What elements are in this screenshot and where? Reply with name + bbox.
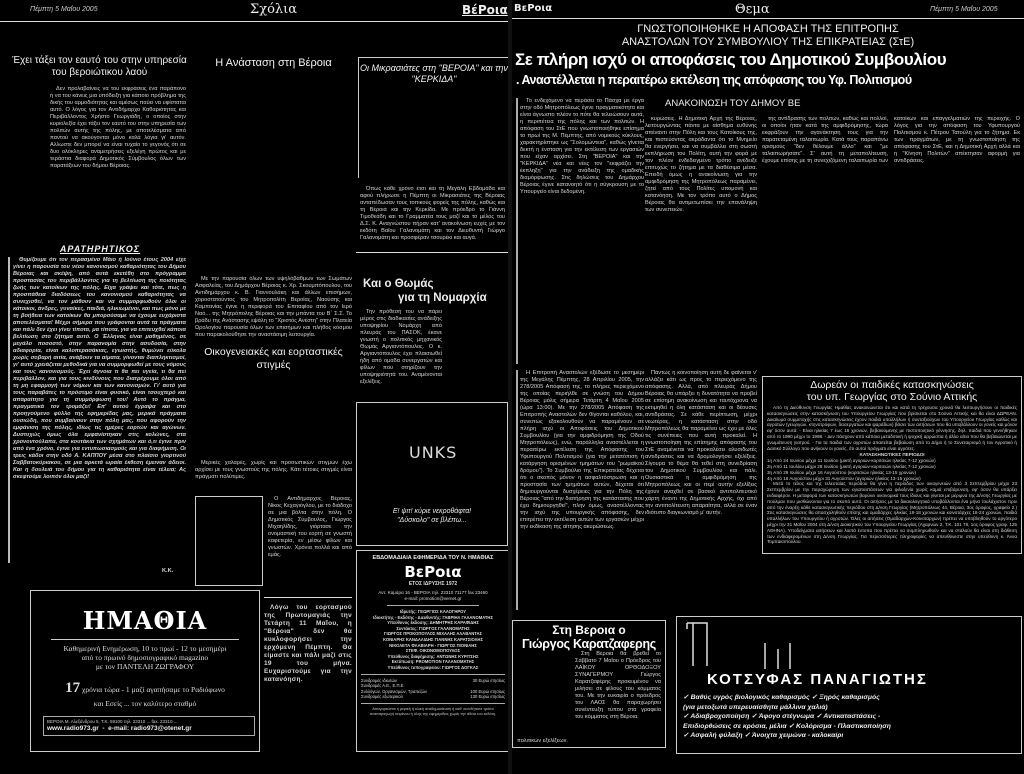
staff-line: Υπεύθυνος τυπογραφείου: ΓΙΩΡΓΟΣ ΔΟΓΚΑΣ bbox=[387, 664, 479, 670]
masthead-divider bbox=[387, 605, 479, 606]
publication-notice bbox=[264, 604, 352, 700]
masthead-subscriptions bbox=[357, 678, 509, 700]
service-line: ✓ Ασφαλή φύλαξη ✓ Άνοιχτα χειμώνα - καλοκαίρι bbox=[683, 732, 844, 739]
subscription-label: Συλλόγων, Οργανισμών, Τραπεζών bbox=[361, 688, 427, 694]
story-col1-text: Το ενδεχόμενο να περάσει το Πάσχα με έργα στην οδό Μητροπόλεως έγινε πραγματικότητα και είναι άγνωστο πλέον το πότε θα τελειώσουν αυτά, η περιπέτεια της πόλης και των πολιτών. Η απόφαση του ΣτΕ που γνωστοποιήθηκε επίσημα το πρωί της Μ. Πέμπτης, από νομικούς κύκλους, χαρακτηρίστηκε ως "Σολομώντεια", καθώς γίνεται δεκτή η ένσταση για την εκτέλεση των εργασιών που είχαν αρχίσει. Στη "ΒΕΡΟΙΑ" και την "ΚΕΡΚΙΔΑ" νέα και νέες τον "εκφράζει την έκπληξη" για την ανάδειξη της ομαδικής διαμόρφωσης. Στις δηλώσεις του Δημάρχου Βέροιας έγινε κατανοητό ότι η σύγκρουση με το Υπουργείο είναι δεδομένη. bbox=[520, 98, 644, 195]
article3-body bbox=[195, 276, 352, 340]
ad-website-link[interactable]: www.radio973.gr bbox=[47, 725, 99, 732]
notice-text: Λόγω του εορτασμού της Πρωτομαγιάς την Τετάρτη 11 Μαΐου, η "Βέροια" δεν θα κυκλοφορήσει την ερχόμενη Πέμπτη. Θα είμαστε και πάλι μαζί στις 19 του μήνα. Ευχαριστούμε για την κατανόηση. bbox=[264, 604, 352, 683]
article1-title: Έχει τάξει τον εαυτό του στην υπηρεσία του βεροιώτικου λαού bbox=[12, 55, 187, 78]
ad-years: 17 bbox=[65, 680, 81, 696]
kotsyfas-name: ΚΟΤΣΥΦΑΣ ΠΑΝΑΓΙΩΤΗΣ bbox=[707, 671, 928, 688]
article4-title: Οικογενειακές και εορταστικές στιγμές bbox=[204, 346, 343, 371]
newspaper-masthead bbox=[356, 550, 510, 752]
article6-text: Την πρόθεσή του να πάρει μέρος στις διαδικασίες ανάδειξης υποψηφίου Νομάρχη από πλευράς του ΠΑΣΟΚ, έκανε γνωστή ο πολιτικός μηχανικός Θωμάς Αργιαντόπουλος. Ο κ. Αργιαντόπουλος έχει πλαισιωθεί ήδη από ομάδα συνεργατών και φίλων που στηρίζουν την υποψηφιότητά του. Αναμένονται εξελίξεις. bbox=[360, 309, 442, 385]
notice-rule bbox=[264, 597, 352, 598]
article4-intro bbox=[195, 460, 352, 490]
subscription-label: Συνδρομές ιδιωτών bbox=[361, 677, 397, 683]
article3-text: Με την παρουσία όλων των υψηλόβαθμων των Σωμάτων Ασφαλείας, του Δημάρχου Βέροιας κ. Χρ. Σκουμπόπουλου, του Αντιδημάρχου κ. Β. Γιαννουλάκη και άλλων επισήμων, χοροστατούντος του Μητροπολίτη Βεροίας, Ναούσης και Καμπανίας έγινε η περιφορά του Επιταφίου από τον Ιερό Ναό... της Μητρόπολης Βέροιας και την μπάντα του Β΄ Σ.Σ. Το βράδυ της Ανάστασης εψάλη το "Χριστός Ανέστη" στην Πλατεία Ωρολογίου παρουσία όλων των επισήμων και πλήθος κόσμου που παρακολούθησε την αναστάσιμη λειτουργία. bbox=[195, 276, 352, 338]
karatzaferis-footer: πολιτικών εξελίξεων. bbox=[517, 738, 568, 744]
header-rule bbox=[0, 21, 508, 22]
article4-body bbox=[268, 496, 352, 588]
ad-line5: και Εσείς ... τον καλύτερο σταθμό bbox=[93, 699, 197, 708]
staff-line: Ιδιοκτήτης - Εκδότης - Διευθυντής: ΓΑΒΡΙΗΛ ΓΑΛΑΝΟΜΑΤΗΣ bbox=[373, 614, 493, 620]
service-line: ✓ Αδιαβροχοποίηση ✓ Άφογο στέγνωμα ✓ Αντικαταστάσεις - bbox=[683, 713, 881, 720]
story-column-2b bbox=[645, 370, 757, 610]
karatzaferis-box bbox=[512, 620, 666, 748]
subscription-price: 130 Ευρώ ετησίως bbox=[470, 694, 505, 700]
story-col3-text: της αντίδρασης των πολιτών, καθώς και πολλοί, οι οποίοι ήταν κατά της αμφιδρόμησης, τώρα εκφράζουν την αγανάκτηση τους για την παρατεταμένη ταλαιπωρία. Κατά τους παραπάνω ορισμούς "δεν θέλουμε άλλο" και "με ταλαιπωρήσατε". Σ' αυτή τη μεταπολίτευση, έχουμε επίσης με τη συνεχιζόμενη ταλαιπωρία των κατοίκων και επαγγελματιών της περιοχής. Ο λόγος για την απόφαση του Υφυπουργού Πολιτισμού κ. Πέτρου Τατούλη για το ζήτημα. Εκ των πραγμάτων, με τη γνωστοποίηση της απόφασης του ΣτΕ, και η Δημοτική Αρχή αλλά και η "Κίνηση Πολιτών" απέκτησαν αφορμή για αντιδράσεις. bbox=[762, 116, 1020, 164]
ad-line1: Καθημερινή Ενημέρωση, 10 το πρωί - 12 το μεσημέρι bbox=[63, 644, 227, 653]
article5-rule bbox=[356, 252, 508, 253]
service-line: Επιδιορθώσεις σε κρόσια, μέλια ✓ Κολόρισμα - Πλαστικοποίηση bbox=[683, 722, 891, 730]
article3-title: Η Ανάσταση στη Βέροια bbox=[215, 57, 332, 69]
story-col2b-text: Πάντως η κοινοποίηση αυτή δε φαίνεται ν' αλλάζει κάτι ως προς το περιεχόμενο της απόφασης. Αλλά, από πλευράς Δήμου Βέροιας θα υπάρξει η δυνατότητα να προβεί σε επίσημη ανακοίνωση και ταυτόχρονα να εκτιμηθεί η όλη κατάσταση και οι δέουσες αντιδράσεις. Σε κάθε περίπτωση, μέχρι νεωτέρας, η κατάσταση στην οδό Μητροπόλεως θα παραμείνει ως έχει με όλες τις συνέπειες που αυτή προκαλεί. Η γνωστοποίηση της επίσημης απόφασης του ΣτΕ αναμένεται να προκαλέσει αλυσιδωτές αντιδράσεις και να δρομολογήσει εξελίξεις. Σίγουρα το θέμα θα τεθεί στη συνεδρίαση του Δημοτικού Συμβουλίου και πάλι. Ουσιαστικά η αμφιδρόμηση της Μητροπόλεως και οι περί αυτήν εξελίξεις έχουν αναχθεί σε βασικό αντιπολιτευτικό χάρτη έναντι της Δημοτικής Αρχής, όχι από την αντιπολίτευση απαραίτητα, αλλά σε έναν ιδιότυπο διαγκωνισμό μ' αυτήν. bbox=[645, 370, 757, 516]
left-page-date: Πέμπτη 5 Μαΐου 2005 bbox=[30, 6, 98, 13]
staff-line: Ιδρυτής: ΓΕΩΡΓΙΟΣ ΚΑΛΟΓΗΡΟΥ bbox=[399, 609, 467, 614]
article6-body bbox=[360, 309, 442, 395]
service-line: (για μετοξωτά υπερευαίσθητα μάλλινα χαλιά) bbox=[683, 703, 828, 711]
article6-title-line2: για τη Νομαρχία bbox=[398, 292, 487, 304]
imathia-ad-title: ΗΜΑΘΙΑ bbox=[82, 606, 208, 635]
staff-line: Υπεύθυνος διαφήμισης: ΑΝΤΩΝΗΣ ΚΥΡΙΤΣΗΣ bbox=[387, 653, 479, 659]
article2-signature: Κ.Κ. bbox=[162, 568, 174, 574]
kotsyfas-services bbox=[683, 693, 891, 741]
masthead-divider-3 bbox=[361, 703, 505, 704]
photo-frame bbox=[195, 496, 263, 586]
karatzaferis-title-2: Γιώργος Καρατζαφερης bbox=[522, 637, 656, 651]
masthead-divider-2 bbox=[361, 674, 505, 675]
story-column-2 bbox=[645, 116, 757, 364]
camps-title-2: του υπ. Γεωργίας στο Σούνιο Αττικής bbox=[806, 391, 978, 403]
right-section-title: Θεμα bbox=[735, 2, 770, 17]
ad-line2: από το πρωινό δημοσιογραφικό magazino bbox=[81, 653, 209, 662]
article1-text: Δεν προλαβαίνεις να του εκφράσεις ένα παράπονο ή να του κάνεις μια υπόδειξη για κάποιο πρόβλημα της δικής του αρμοδιότητας και αμέσως παύει να υφίσταται αυτό. Ο λόγος για τον Αντιδήμαρχο Καθαριότητας και Περιβάλλοντος Χρήστο Γεωργιάδη, ο οποίος στην κυριολεξία έχει τάξει τον εαυτό του στην υπηρεσία των πολιτών αυτής της πόλης, με αποτελέσματα από παντού να ακούγονται μόνο καλά λόγια γι' αυτόν. Αλλωστε δεν μπορεί να είναι τυχαίο το γεγονός ότι σε δυο ολόκληρες αναμετρήσεις εξελέγη πρώτος και με τεράστια διαφορά Δημοτικός Σύμβουλος όλων των παρατάξεων του δήμου Βέροιας. bbox=[50, 86, 186, 169]
cartoon-sign: UNKS bbox=[409, 443, 458, 462]
article4-text2: Ο Αντιδήμαρχος Βέροιας, Νίκος Κεχαγιόγλου, με το διάδοχο σε μια βόλτα στην πόλη. Ο Δημοτικός Σύμβουλος, Γιώργος Μιχαηλίδης, γιόρτασε την ονομαστική του εορτή σε γνωστή καφετερία, εν μέσω φίλων και γνωστών. Χρόνια πολλά και από εμάς. bbox=[268, 496, 352, 558]
article2-text: Θυμίζουμε ότι τον περασμένο Μάιο ή Ιούνιο έτους 2004 είχε γίνει η παρουσία του νέου κανονισμού καθαριότητας του Δήμου Βέροιας και σκέψη, από αυτά εκετέθη στο πρόγραμμα προστασίας του περιβάλλοντος για τη βελτίωση της ποιότητας ζωής των κατοίκων της πόλης. Είχα γράψει και τότε, πως η προσπάθεια διαδόσεως του κανονισμού καθαριότητας να συνεχισθεί, να τον μάθουν και να συμμορφωθούν όλοι οι κάτοικοι, άνδρες, γυναίκες, παιδιά, ηλικιωμένοι, και πως μόνο με τη βοήθεια των κατοίκων θα μπορούσαμε να έχουμε ευχάριστα αποτελέσματα! Μέχρι σήμερα που γράφονται αυτά τα πράγματα και πάλι δεν έχει γίνει τίποτα, μα τίποτα, για να επιτευχθεί κάποια βελτίωση στο ζήτημα αυτό. Ο Έλληνας είναι μαθημένος, σε μεγάλο ποσοστό, στην παρανομία στην ασυδοσία, στην αδιαφορία, είναι καλοπερασάκιας, εγωιστής, θυμώνει εύκολα χωρίς σοβαρή αιτία, ανάβουν τα αίματα, γίνονται διαπληκτισμοί, γι' αυτό χρειάζεται μεθοδικά για να συμμορφωθεί με τους νόμους και τους κανονισμούς. Έχει άγνοια τι θα πει υγεία, τι θα πει περιβάλλον, και για τους κινδύνους που διατρέχουμε όλοι από τη μη εφαρμογή των νόμων και των κανονισμών. Γι' αυτό για τους παραβάτες το πρόστιμο είναι φυσικό, είναι τσουχτερό και απαραίτητο για τη συμμόρφωσή του! Αυτό το πράγμα, πραγματικά τον τρομάζει! Επ' αυτού έγραψα και στο προηγούμενο φύλλο της εφημερίδας μας, μερικά πράγματα ουσιώδη, που συμβαίνουν στην πόλη μας, που αφορούν την εμφάνιση της πόλης, ιδίως τις ημέρες εορτών και αγώνων. Δυστυχώς όμως όλα εμφανίστηκαν στις κολώνες, στα χρονοντούλαπα, στα κουτάκια των σχημάτων και ό,τι έγινε πριν από ένα χρόνο, έγινε για εντυπωσιασμούς και για διαφήμιση. Οι τρεις κάδοι στην οδό Α. ΚΑΠΠΟΥ μέσα στο πλαίσιο γιορτινού Σαββατοκύριακου, σε μια αρκετά ωραία έκθεση έμειναν άδειοι. Και η δουλειά του δήμου για τη καθαριότητα είναι τέλεια; Ας σκεφτούμε λοιπόν όλοι μαζί! bbox=[13, 257, 186, 480]
subscription-price: 100 Ευρώ ετησίως bbox=[470, 688, 505, 694]
subscription-label: Συνδρομές εξωτερικού bbox=[361, 694, 403, 700]
staff-line: ΣΤΕΦ. ΟΙΚΟΝΟΜΟΠΟΥΛΟΣ bbox=[405, 648, 461, 654]
headline-kicker-2: ΑΝΑΣΤΟΛΩΝ ΤΟΥ ΣΥΜΒΟΥΛΙΟΥ ΤΗΣ ΕΠΙΚΡΑΤΕΙΑΣ (ΣτΕ) bbox=[621, 36, 915, 48]
staff-line: ΚΟΝΙΑΡΗΣ ΚΑΝΔΑΛΙΔΗΣ ΓΙΑΝΝΗΣ ΚΑΡΑΤΣΙΟΛΗΣ bbox=[383, 636, 483, 642]
article4-text1: Μερικές χαλαρές, χωρίς και προσωπικών στιγμών έχω αρχίσει με τους γνωστούς της πόλης. Κάτι τέτοιες στιγμές είναι πράγματι πολύτιμες. bbox=[195, 460, 352, 480]
announcement-title: ΑΝΑΚΟΙΝΩΣΗ ΤΟΥ ΔΗΜΟΥ ΒΕ bbox=[665, 98, 801, 109]
story-column-1b bbox=[516, 370, 644, 610]
article2-body bbox=[8, 257, 186, 563]
right-brand-logo: ΒεΡοια bbox=[514, 3, 553, 14]
article6-title-line1: Και ο Θωμάς bbox=[363, 278, 434, 290]
subscription-price: 30 Ευρώ ετησίως bbox=[472, 677, 505, 683]
masthead-footer: Απαγορεύεται η μερική ή ολική αναδημοσίευση ή καθ' οιονδήποτε τρόπο αναπαραγωγή κειμένου ή ύλης της εφημερίδας χωρίς την άδεια του εκδότη. bbox=[369, 706, 497, 716]
story-column-3 bbox=[762, 116, 1020, 368]
masthead-staff bbox=[357, 609, 509, 671]
ad-divider bbox=[51, 639, 239, 640]
article5-title: Οι Μικρασιάτες στη "ΒΕΡΟΙΑ" και την "ΚΕΡΚΙΔΑ" bbox=[360, 63, 508, 84]
article1-body bbox=[10, 86, 186, 236]
summer-camps-box bbox=[762, 376, 1022, 554]
story-column-1 bbox=[516, 98, 644, 364]
masthead-email[interactable]: e-mail: promotion@vernet.gr bbox=[404, 596, 462, 601]
karatzaferis-text: Στη Βέροια θα βρεθεί το Σάββατο 7 Μαΐου ο Πρόεδρος του ΛΑΪΚΟΥ ΟΡΘΟΔΟΞΟΥ ΣΥΝΑΓΕΡΜΟΥ Γιώργος Καρατζαφέρης προκειμένου να μιλήσει σε φίλους του κόμματος του. Με την ευκαιρία ο πρόεδρος του ΛΑΟΣ θα παραχωρήσει συνέντευξη τύπου στα γραφεία του κόμματος στη Βέροια. bbox=[575, 651, 661, 720]
left-brand-logo: ΒέΡοια bbox=[462, 3, 508, 17]
article5-frame bbox=[358, 57, 510, 178]
imathia-radio-ad: ΗΜΑΘΙΑ Καθημερινή Ενημέρωση, 10 το πρωί - 12 το μεσημέρι από το πρωινό δημοσιογραφικό magazino με τον ΠΑΝΤΕΛΗ ΖΩΓΡΑΦΟΥ 17 χρόνια τώρα - 1 μαζί αγαπήσαμε το Ραδιόφωνο και Εσείς ... τον καλύτερο σταθμό ΒΕΡΟΙΑ Μ. Αλεξάνδρου 5, Τ.Κ. 59100 τηλ. 23310 ... fax. 23310 ... www.radio973.gr - e-mail: radio973@otenet.gr bbox=[30, 590, 260, 752]
camp-period: 2η Από 11 Ιουλίου μέχρι 28 Ιουλίου (μικτή αγοριών-κοριτσιών ηλικίας 7-12 χρονών) bbox=[767, 463, 936, 469]
article5-text: Όπως κάθε χρόνο έτσι και τη Μεγάλη Εβδομάδα και αφού πλήρωσε η Πέμπτη οι Μικρασιάτες της Βέροιας ανταπέδωσαν τους τοπικούς φορείς της πόλης, καθώς και τη Βέροια και την Κερκίδα. Με πρόεδρο το Γιάννη Τιμοθεάδη και το Γραμματέα τους μαζί και το μέλος του Δ.Σ. Κ. Αναγνώστου πήραν κατ' ανακοίνωση ευχές με τον εκδότη Βαΐου Γαλανομάτη και τον Διευθυντή Γιώργο Γαλανομάτη και προσφέραν τσουρέκι και αυγά. bbox=[360, 186, 505, 241]
headline-kicker-1: ΓΝΩΣΤΟΠΟΙΗΘΗΚΕ Η ΑΠΟΦΑΣΗ ΤΗΣ ΕΠΙΤΡΟΠΗΣ bbox=[637, 23, 899, 35]
sub-headline: . Αναστέλλεται η περαιτέρω εκτέλεση της απόφασης του Υφ. Πολιτισμού bbox=[516, 73, 912, 87]
story-col2-text: κυρώσεις. Η Δημοτική Αρχή της Βέροιας, λειτουργώντας πάντα με αίσθημα ευθύνης απέναντι στην Πόλη και τους Κατοίκους της, και πιστεύοντας ακράδαντα ότι το Μνημείο θα ενεργήσει, και να συμβάλλει στη σωστή εκπλήρωση του Πολίτη, αυτή την φορά με τον πλέον ενδεδειγμένο τρόπο ανέδειξε επιτυχώς το ζήτημα με τα διαθέσιμα μέσα. Επειδή όμως η ανακοίνωση για την αμφιδρόμηση της Μητροπόλεως παραμένει, ζητεί από τους Πολίτες υπομονή και κατανόηση. Με τον τρόπο αυτό ο Δήμος Βέροιας θα αντιμετωπίσει την επανάληψη των συνεπειών. bbox=[645, 116, 757, 213]
camps-periods-title: ΚΑΤΑΣΚΗΝΩΤΙΚΕΣ ΠΕΡΙΟΔΟΙ bbox=[859, 452, 925, 458]
subscription-row bbox=[361, 694, 505, 700]
masthead-logo: ΒεΡοια bbox=[404, 563, 462, 581]
camps-body-2: Μετά το τέλος και της τελευταίας περιόδου θα γίνει η περίοδος των οικογενειών από 3 Σεπτεμβρίου μέχρι 23 Σεπτεμβρίου με την παραχώρηση των εγκαταστάσεων για φιλοξενία χωρίς καμιά επιβάρυνση, εφ' όσον θα υπάρξει ενδιαφέρον. Η μεταφορά των κατασκηνωτών βαρύνει οικονομικά τους ίδιους και γίνεται με μέριμνα της Δ/νσης Γεωργίας με πούλμαν που μισθώνονται για το σκοπό αυτό. Οι αιτήσεις με τα δικαιολογητικά υποβάλλονται ένα μήνα τουλάχιστον πριν από την έναρξη κάθε κατασκηνωτικής περιόδου στη Δ/νση Γεωργίας (Μητροπόλεως 44, Βέροια, 3ος όροφος, γραφείο 2.) Στις κατασκηνώσεις θα απασχοληθούν επίσης και ομαδάρχες ηλικίας 18-18 χρονών και κοινοτάρχες 18-24 χρονών, παιδιά υπαλλήλων του Υπουργείου ή αγροτών. Όλες οι αιτήσεις (Ομαδαρχών-Κοινοταρχών) πρέπει να υποβληθούν το αργότερο μέχρι την 31 Μαΐου 2004 στη Δ/νση Διοικητικού του Υπουργείου Γεωργίας (Αχαρνών 2, Τ.Κ. 101 76, 1ος όροφος γραφ. 125 ΑΘΗΝΑ). Υποδείγματα αιτήσεων και λοιπά έντυπα που πρέπει να συμπληρωθούν και να σταλούν θα είναι στη διάθεση των ενδιαφερομένων στη Δ/νση Γεωργίας. Για περισσότερες πληροφορίες να απευθύνεστε στην υπεύθυνη κ. Άννα Τομπακοπούλου. bbox=[767, 481, 1017, 545]
article5-body bbox=[360, 186, 505, 248]
camps-title-1: Δωρεάν οι παιδικές κατασκηνώσεις bbox=[810, 379, 974, 391]
ad-line4: χρόνια τώρα - 1 μαζί αγαπήσαμε το Ραδιόφωνο bbox=[82, 685, 225, 694]
masthead-tagline: ΕΒΔΟΜΑΔΙΑΙΑ ΕΦΗΜΕΡΙΔΑ ΤΟΥ Ν. ΗΜΑΘΙΑΣ bbox=[372, 555, 494, 561]
kotsyfas-cleaning-ad bbox=[676, 616, 1022, 754]
camps-periods bbox=[767, 458, 1017, 481]
carpet-logo-icon bbox=[685, 621, 805, 671]
karatzaferis-title-1: Στη Βεροια ο bbox=[552, 623, 626, 637]
masthead-address: Αντ. Καμάρα 16 - ΒΕΡΟΙΑ τηλ. 23310 71177 fax 23460 bbox=[378, 590, 488, 595]
left-section-title: Σχόλια bbox=[250, 2, 298, 17]
staff-line: Εκτύπωση: PROMOTION ΓΑΛΑΝΟΜΑΤΗΣ bbox=[391, 659, 475, 665]
subscription-label: Συνδρομές Α.Ε., Ε.Π.Ε. bbox=[361, 683, 405, 689]
camp-period: 3η Από 29 Ιουλίου μέχρι 16 Αυγούστου (κοριτσιών ηλικίας 13-15 χρονών) bbox=[767, 469, 916, 475]
service-line: ✓ Βαθύς υγρός βιολογικός καθαρισμός ✓ Ξηρός καθαρισμός bbox=[683, 694, 880, 701]
article2-title: ΑΡΑΤΗΡΗΤΙΚΟΣ bbox=[59, 244, 141, 254]
camps-body-1: Από τη Διεύθυνση Γεωργίας Ημαθίας ανακοινώνεται ότι και κατά τη τρέχουσα χρονιά θα λειτουργήσουν οι παιδικές κατασκηνώσεις στην κατασκήνωση του Υπουργείου Γεωργίας που βρίσκεται στο Σούνιο Αττικής και θα είναι ΔΩΡΕΑΝ. Δικαίωμα συμμετοχής στις κατασκηνώσεις έχουν παιδιά υπαλλήλων ή συνταξιούχων του Υπουργείου Γεωργίας καθώς και αγροτών (γεωργών, κτηνοτρόφων, δασεργατών και ψαράδων) βάσει των αιτήσεων που θα υποβάλλουν οι γονείς και μόνον εφ' όσον αυτά: - Είναι ηλικίας 7 έως 15 χρονών, βεβαιούμενης με πιστοποιητικό γέννησης, δηλ. παιδιά που γεννήθηκαν από το 1990 μέχρι το 1998. - Δεν πάσχουν από κάποια μεταδοτική ή ψυχική αρρώστια ή άλλο αίτιο που θα βεβαιώνεται με γνωμάτευση γιατρού. - Για τα παιδιά των αγροτών απαιτείται βεβαίωση από το Δήμο ή το Συνεταιρισμό ή τον Αγροτικό ή Δασικό Σύλλογο που ανήκουν οι γονείς, ότι αυτοί πράγματι είναι αγρότες. bbox=[767, 405, 1017, 451]
main-headline: Σε πλήρη ισχύ οι αποφάσεις του Δημοτικού Συμβουλίου bbox=[515, 50, 947, 69]
right-header-rule bbox=[512, 18, 1024, 19]
cartoon-caption-1: Ε! ψιτ! κύριε νεκροθάφτα! bbox=[392, 508, 472, 515]
staff-line: ΝΙΚΟΛΕΤΑ ΦΛΑΒΙΑΡΗ - ΓΙΩΡΓΟΣ ΠΙΟΝΙΑΗΣ bbox=[389, 642, 477, 648]
ad-email-link[interactable]: e-mail: radio973@otenet.gr bbox=[108, 725, 192, 732]
staff-line: ΓΙΩΡΓΟΣ ΠΡΟΚΟΠΟΥΛΟΣ ΜΙΧΑΛΗΣ ΑΛΑΒΑΝΤΑΣ bbox=[383, 631, 483, 637]
cartoon-frame bbox=[356, 402, 508, 546]
camp-period: 4η Από 16 Αυγούστου μέχρι 31 Αυγούστου (αγοριών ηλικίας 13-15 χρονών) bbox=[767, 475, 921, 481]
ad-address: ΒΕΡΟΙΑ Μ. Αλεξάνδρου 5, Τ.Κ. 59100 τηλ. 23310 ... fax. 23310 ... bbox=[47, 719, 178, 724]
staff-line: Συντάκτες: ΓΙΩΡΓΟΣ ΓΑΛΑΝΟΜΑΤΗΣ bbox=[396, 625, 470, 631]
story-col1b-text: Η Επιτροπή Αναστολών εξέδωσε το μεσημέρι της Μεγάλης Πέμπτης, 28 Απριλίου 2005, την 278/2005 Απόφασή της, το πλήρες περιεχόμενο της οποίας περιήλθε σε γνώση του Δήμου Βέροιας μόλις σήμερα Τετάρτη 4 Μαΐου 2005 (ώρα 13:00). Με την 278/2005 Απόφαση της Επιτροπής Αναστολών δεν θίγονται καθόλου, και, συνεπώς εξακολουθούν να παραμένουν σε πλήρη ισχύ οι Αποφάσεις του Δημοτικού Συμβουλίου (για την αμφιδρόμηση της Οδού Μητροπόλεως), ενώ, παράλληλα αναστέλλεται η περαιτέρω εκτέλεση της Απόφασης του Υφυπουργού Πολιτισμού (για την μετατόπιση ή κατάργηση ορισμένων τμημάτων του "ρωμαϊκού δρόμου"). Το Συμβούλιο της Επικρατείας δέχεται ότι ο σκοπός μόνον η ασφαλτόστρωση και η προστασία των τμημάτων αυτών, δέχεται ότι δημιουργούνται δυσχέρειες για την Πόλη της Βέροιας "από την διατήρηση της κατάστασης που έχει δημιουργηθεί", πλην όμως, αναστέλλοντας την ισχύ της υπουργικής απόφασης, δεν επιτρέπει την εκτέλεση αυτών των εργασιών μέχρι την εκδίκαση της αίτησης ακυρώσεως. bbox=[520, 370, 644, 530]
right-page-date: Πέμπτη 5 Μαΐου 2005 bbox=[930, 6, 998, 13]
ad-line3: με τον ΠΑΝΤΕΛΗ ΖΩΓΡΑΦΟΥ bbox=[95, 662, 195, 671]
masthead-founded: ΕΤΟΣ ΙΔΡΥΣΗΣ 1972 bbox=[408, 581, 458, 587]
cartoon-caption-2: "Δύσκολο" σε βλέπω... bbox=[397, 517, 467, 524]
camp-period: 1η Από 24 Ιουνίου μέχρι 11 Ιουλίου (μικτή αγοριών-κοριτσιών ηλικίας 7-12 χρονών) bbox=[767, 458, 936, 464]
staff-line: Υπεύθυνος έκδοσης: ΔΗΜΗΤΡΗΣ ΚΑΡΑΦΙΔΗΣ bbox=[387, 620, 479, 626]
